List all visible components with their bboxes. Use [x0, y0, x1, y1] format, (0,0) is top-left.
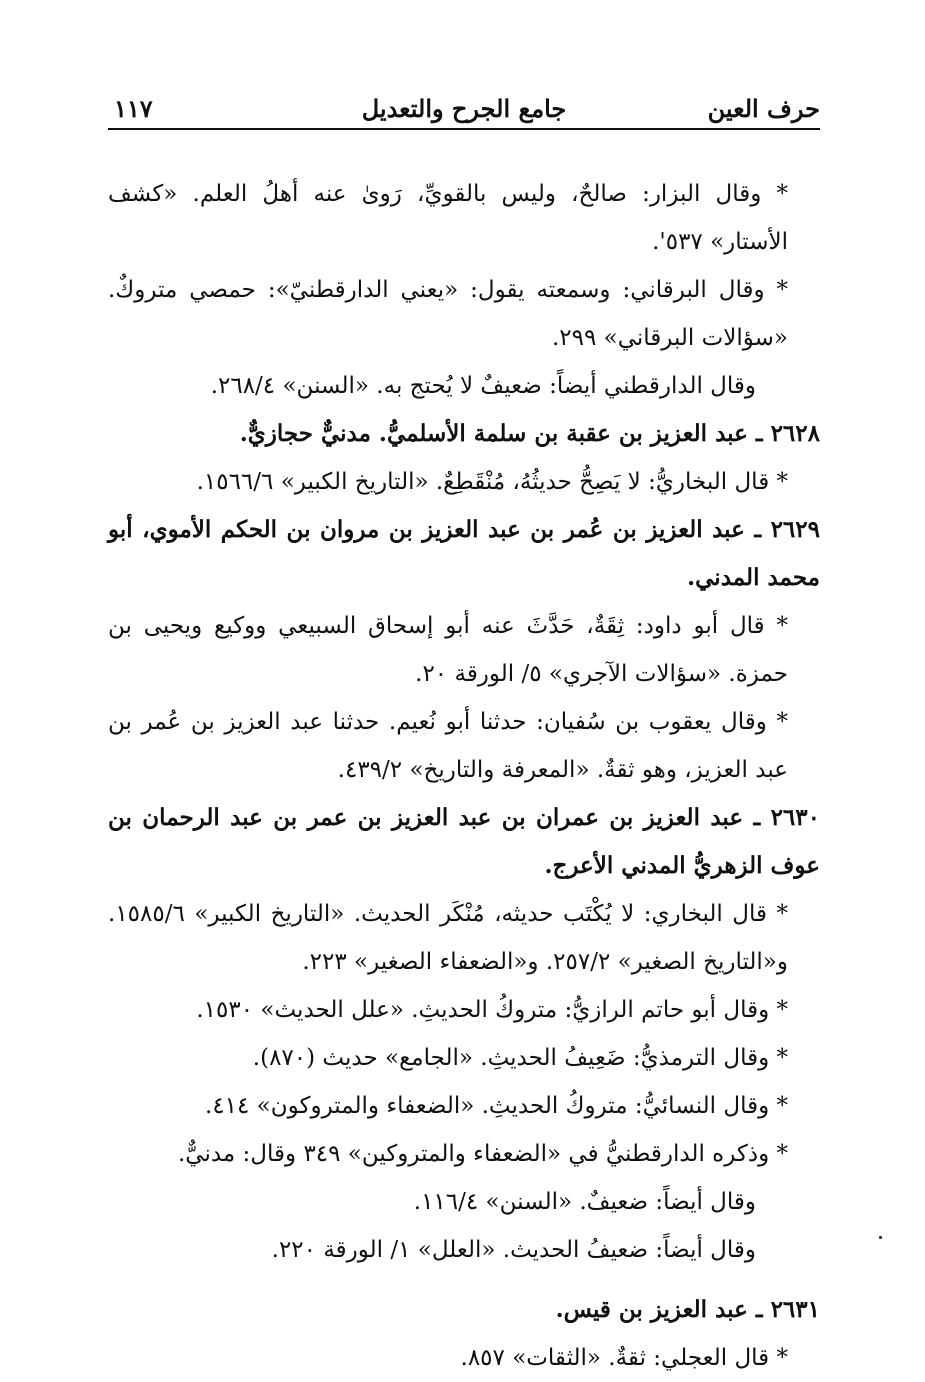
entry-heading: ٢٦٣٠ ـ عبد العزيز بن عمران بن عبد العزيز بن عمر بن عبد الرحمان بن عوف الزهريُّ المدني الأعرج.: [108, 804, 820, 879]
book-title: جامع الجرح والتعديل: [361, 94, 567, 123]
narration-paragraph: * وقال أبو حاتم الرازيُّ: متروكُ الحديثِ. «علل الحديث» ١٥٣٠.: [196, 997, 788, 1023]
narration-paragraph: * وقال البزار: صالحٌ، وليس بالقويِّ، رَوىٰ عنه أهلُ العلم. «كشف الأستار» ٥٣٧'.: [108, 181, 788, 255]
margin-mark: [879, 1236, 882, 1239]
narration-paragraph: * وقال البرقاني: وسمعته يقول: «يعني الدارقطنيّ»: حمصي متروكٌ. «سؤالات البرقاني» ٢٩٩.: [108, 277, 788, 351]
narration-paragraph: وقال أيضاً: ضعيفُ الحديث. «العلل» ١/ الورقة ٢٢٠.: [271, 1237, 756, 1263]
narration-paragraph: * وذكره الدارقطنيُّ في «الضعفاء والمتروكين» ٣٤٩ وقال: مدنيٌّ.: [177, 1141, 788, 1167]
entry-heading: ٢٦٢٨ ـ عبد العزيز بن عقبة بن سلمة الأسلميُّ. مدنيٌّ حجازيٌّ.: [239, 420, 820, 447]
narration-paragraph: * قال أبو داود: ثِقَةٌ، حَدَّثَ عنه أبو إسحاق السبيعي ووكيع ويحيى بن حمزة. «سؤالات الآجري» ٥/ الورقة ٢٠.: [108, 613, 788, 687]
entry-heading: ٢٦٣١ ـ عبد العزيز بن قيس.: [555, 1296, 820, 1323]
narration-paragraph: * قال البخاريُّ: لا يَصِحُّ حديثُهُ، مُنْقَطِعٌ. «التاريخ الكبير» ١٥٦٦/٦.: [196, 469, 788, 495]
narration-paragraph: * وقال يعقوب بن سُفيان: حدثنا أبو نُعيم. حدثنا عبد العزيز بن عُمر بن عبد العزيز، وهو ثقةٌ. «المعرفة والتاريخ» ٤٣٩/٢.: [108, 709, 788, 783]
page-body: [108, 170, 820, 1382]
narration-paragraph: * قال البخاري: لا يُكْتَب حديثه، مُنْكَر الحديث. «التاريخ الكبير» ١٥٨٥/٦. و«التاريخ الصغير» ٢٥٧/٢. و«الضعفاء الصغير» ٢٢٣.: [108, 901, 788, 975]
narration-paragraph: * وقال النسائيُّ: متروكُ الحديثِ. «الضعفاء والمتروكون» ٤١٤.: [205, 1093, 788, 1119]
narration-paragraph: وقال أيضاً: ضعيفٌ. «السنن» ١١٦/٤.: [413, 1189, 756, 1215]
narration-paragraph: * قال العجلي: ثقةٌ. «الثقات» ٨٥٧.: [460, 1345, 788, 1371]
narration-paragraph: * وقال الترمذيُّ: ضَعِيفُ الحديثِ. «الجامع» حديث (٨٧٠).: [252, 1045, 788, 1071]
page-header: [108, 92, 820, 130]
entry-heading: ٢٦٢٩ ـ عبد العزيز بن عُمر بن عبد العزيز بن مروان بن الحكم الأموي، أبو محمد المدني.: [108, 516, 820, 591]
chapter-title: حرف العين: [707, 94, 820, 123]
page-number: ١١٧: [114, 94, 153, 123]
narration-paragraph: وقال الدارقطني أيضاً: ضعيفٌ لا يُحتج به. «السنن» ٢٦٨/٤.: [210, 373, 756, 399]
